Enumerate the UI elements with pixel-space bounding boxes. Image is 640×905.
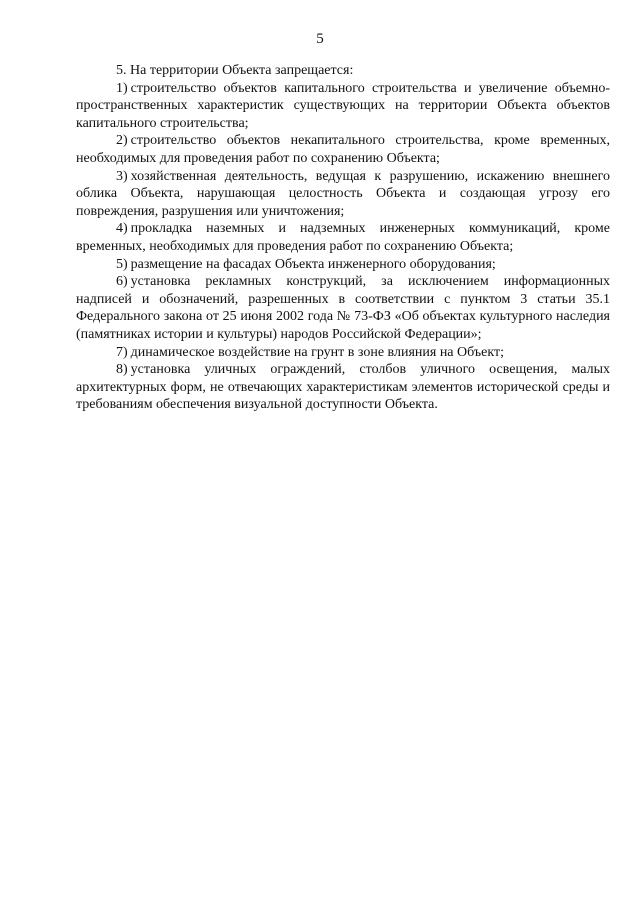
list-item [76,273,610,343]
item-text: установка уличных ограждений, столбов уличного освещения, малых архитектурных форм, не отвечающих характеристикам элементов исторической среды и требованиям обеспечения визуальной доступности Объекта. [76,362,610,413]
item-text: установка рекламных конструкций, за исключением информационных надписей и обозначений, разрешенных в соответствии с пунктом 3 статьи 35.1 Федерального закона от 25 июня 2002 года № 73-ФЗ «Об объектах культурного наследия (памятниках истории и культуры) народов Российской Федерации»; [76,274,610,342]
item-number: 8) [116,362,128,378]
item-text: прокладка наземных и надземных инженерных коммуникаций, кроме временных, необходимых для проведения работ по сохранению Объекта; [76,221,610,254]
item-number: 4) [116,221,128,237]
item-number: 7) [116,344,128,360]
item-text: строительство объектов некапитального строительства, кроме временных, необходимых для проведения работ по сохранению Объекта; [76,133,610,166]
item-text: хозяйственная деятельность, ведущая к разрушению, искажению внешнего облика Объекта, нарушающая целостность Объекта и создающая угрозу его повреждения, разрушения или уничтожения; [76,168,610,219]
list-item [76,344,610,362]
item-text: динамическое воздействие на грунт в зоне влияния на Объект; [130,344,504,360]
list-item [76,256,610,274]
list-item [76,220,610,255]
item-text: строительство объектов капитального строительства и увеличение объемно-пространственных характеристик существующих на территории Объекта объектов капитального строительства; [76,80,610,131]
document-body [76,62,610,414]
list-item [76,132,610,167]
item-number: 1) [116,80,128,96]
item-number: 2) [116,133,128,149]
item-number: 5) [116,256,128,272]
item-text: размещение на фасадах Объекта инженерного оборудования; [130,256,496,272]
item-number: 6) [116,274,128,290]
item-number: 3) [116,168,128,184]
list-item [76,168,610,221]
list-item [76,80,610,133]
section-intro: 5. На территории Объекта запрещается: [116,63,354,78]
page-number: 5 [316,31,324,47]
list-item [76,361,610,414]
